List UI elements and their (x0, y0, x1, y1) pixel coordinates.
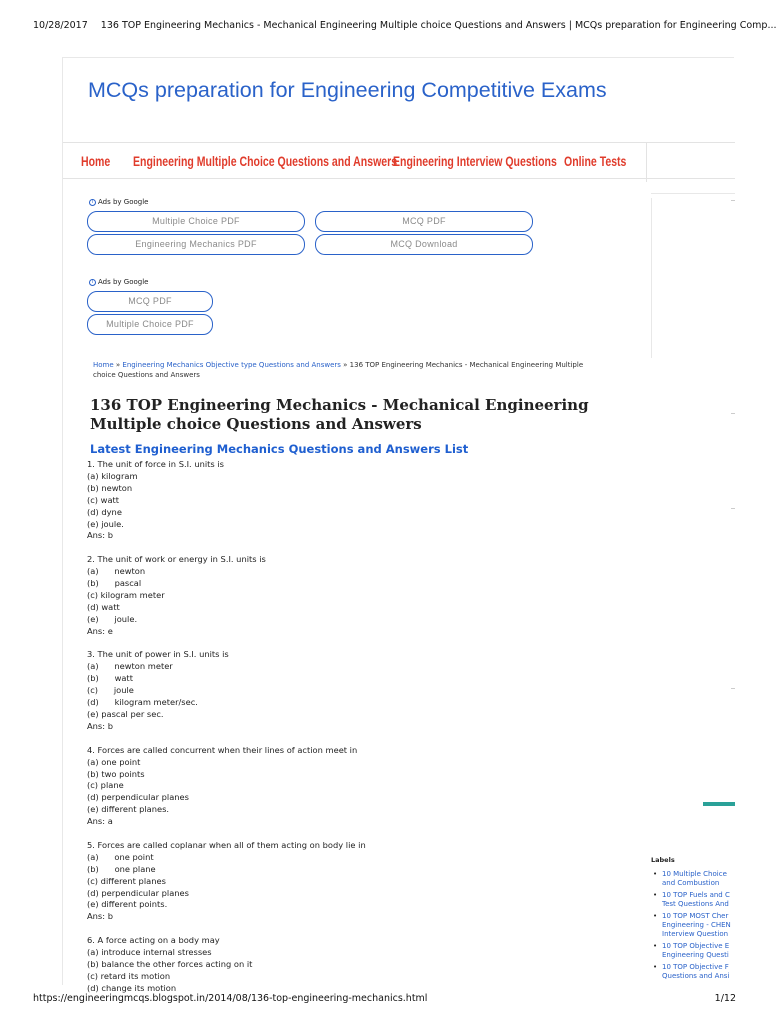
option-text: (c) plane (87, 780, 124, 791)
question-block (87, 745, 627, 828)
option-text: (c) kilogram meter (87, 589, 165, 600)
nav-item-mcq[interactable]: Engineering Multiple Choice Questions and Answers (133, 154, 398, 169)
labels-title: Labels (651, 856, 675, 864)
label-link[interactable]: • 10 TOP Fuels and C Test Questions And (651, 891, 735, 909)
info-icon[interactable]: i (89, 199, 96, 206)
sidebar-widget-edge (731, 200, 735, 201)
option-text: (c) different planes (87, 875, 166, 886)
labels-list (651, 870, 735, 984)
question-block (87, 554, 627, 637)
print-footer (33, 993, 736, 1004)
option-text: (a) one point (87, 851, 154, 862)
breadcrumb: Home » Engineering Mechanics Objective type Questions and Answers » 136 TOP Engineering Mechanics - Mechanical Engineering Multiple choice Questions and Answers (93, 361, 584, 379)
print-page-number: 1/12 (714, 993, 736, 1004)
ad-link-button[interactable]: MCQ PDF (87, 291, 213, 312)
nav-item-interview[interactable]: Engineering Interview Questions (393, 154, 557, 169)
question-block (87, 840, 627, 923)
print-url: https://engineeringmcqs.blogspot.in/2014/08/136-top-engineering-mechanics.html (33, 993, 428, 1004)
option-text: (b) one plane (87, 863, 156, 874)
ad-link-button[interactable]: Multiple Choice PDF (87, 314, 213, 335)
answer-text: Ans: b (87, 911, 113, 922)
question-text: 4. Forces are called concurrent when their lines of action meet in (87, 744, 358, 755)
option-text: (d) dyne (87, 506, 122, 517)
option-text: (b) two points (87, 768, 145, 779)
option-text: (a) introduce internal stresses (87, 947, 212, 958)
print-title: 136 TOP Engineering Mechanics - Mechanical Engineering Multiple choice Questions and Answers | MCQs preparation for Engineering Comp... (100, 20, 777, 31)
option-text: (e) joule. (87, 613, 138, 624)
answer-text: Ans: b (87, 530, 113, 541)
question-text: 6. A force acting on a body may (87, 935, 220, 946)
ads-label[interactable]: i Ads by Google (89, 198, 148, 206)
option-text: (c) joule (87, 685, 134, 696)
option-text: (a) newton meter (87, 661, 173, 672)
section-heading: Latest Engineering Mechanics Questions and Answers List (90, 442, 469, 456)
sidebar-widget-edge (731, 508, 735, 509)
ad-link-button[interactable]: MCQ PDF (315, 211, 533, 232)
answer-text: Ans: b (87, 720, 113, 731)
site-title[interactable]: MCQs preparation for Engineering Competitive Exams (88, 78, 607, 102)
info-icon[interactable]: i (89, 279, 96, 286)
sidebar-accent-bar (703, 802, 735, 806)
option-text: (d) watt (87, 601, 120, 612)
breadcrumb-current: 136 TOP Engineering Mechanics - Mechanical Engineering Multiple choice Questions and Answers (93, 361, 584, 379)
nav-item-home[interactable]: Home (81, 154, 111, 169)
option-text: (c) retard its motion (87, 970, 171, 981)
nav-divider-top (63, 142, 735, 143)
option-text: (d) kilogram meter/sec. (87, 697, 198, 708)
nav-item-online-tests[interactable]: Online Tests (564, 154, 627, 169)
question-list (87, 459, 627, 1007)
nav-separator (646, 142, 647, 182)
sidebar-widget-edge (731, 413, 735, 414)
option-text: (b) watt (87, 673, 133, 684)
question-text: 1. The unit of force in S.I. units is (87, 459, 224, 469)
question-text: 3. The unit of power in S.I. units is (87, 649, 229, 660)
answer-text: Ans: a (87, 816, 113, 827)
option-text: (a) one point (87, 756, 141, 767)
option-text: (b) pascal (87, 578, 142, 589)
question-block (87, 649, 627, 732)
ad-link-button[interactable]: Engineering Mechanics PDF (87, 234, 305, 255)
sidebar-widget-edge (731, 688, 735, 689)
option-text: (b) balance the other forces acting on it (87, 958, 253, 969)
label-link[interactable]: • 10 TOP Objective F Questions and Ansi (651, 963, 735, 981)
question-block (87, 935, 627, 995)
option-text: (d) perpendicular planes (87, 792, 189, 803)
option-text: (d) change its motion (87, 982, 177, 993)
breadcrumb-category[interactable]: Engineering Mechanics Objective type Questions and Answers (122, 361, 341, 369)
ad-link-button[interactable]: Multiple Choice PDF (87, 211, 305, 232)
option-text: (e) different planes. (87, 804, 170, 815)
sidebar-widget-border (651, 198, 652, 358)
label-link[interactable]: • 10 TOP MOST Cher Engineering - CHEN Interview Question (651, 912, 735, 939)
option-text: (b) newton (87, 482, 133, 493)
option-text: (e) different points. (87, 899, 168, 910)
answer-text: Ans: e (87, 625, 113, 636)
option-text: (a) newton (87, 566, 146, 577)
option-text: (a) kilogram (87, 470, 138, 481)
print-date: 10/28/2017 (33, 20, 88, 31)
ad-link-button[interactable]: MCQ Download (315, 234, 533, 255)
post-title: 136 TOP Engineering Mechanics - Mechanical Engineering Multiple choice Questions and Answers (90, 396, 589, 433)
option-text: (e) joule. (87, 518, 124, 529)
sidebar-divider (651, 193, 735, 194)
print-header (33, 20, 777, 31)
label-link[interactable]: • 10 Multiple Choice and Combustion (651, 870, 735, 888)
question-text: 2. The unit of work or energy in S.I. units is (87, 554, 266, 565)
label-link[interactable]: • 10 TOP Objective E Engineering Questi (651, 942, 735, 960)
nav-divider-bottom (63, 178, 735, 179)
option-text: (c) watt (87, 494, 120, 505)
question-block (87, 459, 627, 542)
option-text: (d) perpendicular planes (87, 887, 189, 898)
option-text: (e) pascal per sec. (87, 709, 164, 719)
web-page (62, 57, 734, 993)
breadcrumb-home[interactable]: Home (93, 361, 114, 369)
ads-label[interactable]: i Ads by Google (89, 278, 148, 286)
question-text: 5. Forces are called coplanar when all of them acting on body lie in (87, 839, 366, 850)
